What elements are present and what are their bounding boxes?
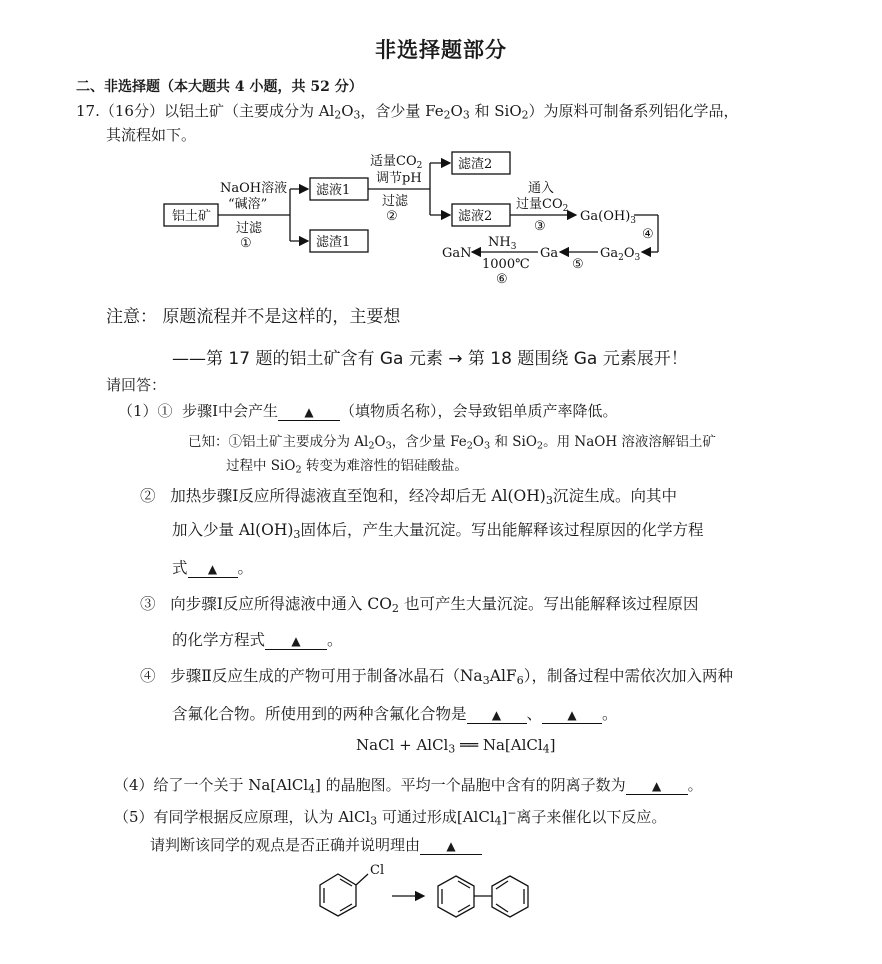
part2-line2: 加入少量 $Al(OH)_3$固体后，产生大量沉淀。写出能解释该过程原因的化学方程 xyxy=(172,521,704,541)
label-bauxite: 铝土矿 xyxy=(172,209,212,224)
triangle-icon: ▲ xyxy=(652,779,662,793)
part3-line1: ③ 向步骤Ⅰ反应所得滤液中通入 $CO_2$ 也可产生大量沉淀。写出能解释该过程原因 xyxy=(140,595,699,615)
triangle-icon: ▲ xyxy=(207,562,218,576)
part-4-line: （4）给了一个关于 Na[AlCl$_4$] 的晶胞图。平均一个晶胞中含有的阴离子数为 ▲ 。 xyxy=(114,776,703,796)
triangle-icon: ▲ xyxy=(567,708,577,722)
label-step4: ④ xyxy=(642,227,654,242)
answer-blank[interactable] xyxy=(626,778,688,795)
label-step5: ⑤ xyxy=(572,257,584,272)
answer-blank[interactable] xyxy=(265,633,327,650)
label-adjust-ph: 调节pH xyxy=(376,171,422,186)
label-residue2: 滤渣2 xyxy=(458,157,493,172)
answer-blank-2[interactable] xyxy=(542,707,602,724)
label-step1: ① xyxy=(240,236,252,251)
label-pass-in: 通入 xyxy=(528,181,555,196)
label-alkali: “碱溶” xyxy=(228,197,268,212)
chlorobenzene-ring xyxy=(320,874,356,916)
part2-line3: 式 ▲ 。 xyxy=(172,559,254,577)
label-filtrate1: 滤液1 xyxy=(316,183,351,198)
label-excess-co2: 过量$CO_2$ xyxy=(516,197,569,214)
reaction-scheme xyxy=(300,858,570,928)
triangle-icon: ▲ xyxy=(304,405,314,419)
q17-line1: 17.（16分）以铝土矿（主要成分为 $Al_2O_3$，含少量 $Fe_2O_3$ 和 SiO$_2$）为原料可制备系列铝化学品， xyxy=(76,102,739,122)
page-title: 非选择题部分 xyxy=(375,38,507,62)
q17-line2: 其流程如下。 xyxy=(106,126,197,144)
label-nh3: $NH_3$ xyxy=(488,235,517,252)
section-heading: 二、非选择题（本大题共 4 小题，共 52 分） xyxy=(76,79,363,95)
known-line2: 过程中 SiO$_2$ 转变为难溶性的铝硅酸盐。 xyxy=(226,458,468,476)
arrow-icon: → xyxy=(448,349,463,369)
part1-line: （1）① 步骤Ⅰ中会产生 ▲ （填物质名称），会导致铝单质产率降低。 xyxy=(118,402,618,420)
part-5-line1: （5）有同学根据反应原理，认为 AlCl$_3$ 可通过形成[AlCl$_4$]−离子来催化以下反应。 xyxy=(114,806,667,828)
answer-blank-1[interactable] xyxy=(467,707,527,724)
answer-blank[interactable] xyxy=(278,404,340,421)
label-residue1: 滤渣1 xyxy=(316,235,351,250)
process-flowchart xyxy=(150,150,670,290)
part3-line2: 的化学方程式 ▲ 。 xyxy=(172,631,343,649)
answer-blank[interactable] xyxy=(188,561,238,578)
label-gaoh3: $Ga(OH)_3$ xyxy=(580,209,637,226)
chlorine-label: Cl xyxy=(370,863,385,878)
note-line1: 注意： 原题流程并不是这样的，主要想 xyxy=(106,307,401,327)
biphenyl-ring-right xyxy=(492,876,528,917)
label-gan: GaN xyxy=(442,246,472,261)
label-ga: Ga xyxy=(540,246,559,261)
part-5-line2: 请判断该同学的观点是否正确并说明理由 ▲ xyxy=(150,834,482,855)
answer-blank[interactable] xyxy=(420,838,482,855)
part4-line1: ④ 步骤Ⅱ反应生成的产物可用于制备冰晶石$(Na_3AlF_6)$，制备过程中需依次加入两种 xyxy=(140,667,734,687)
label-temp: 1000℃ xyxy=(482,257,530,272)
label-co2-amount: 适量$CO_2$ xyxy=(370,154,423,171)
triangle-icon: ▲ xyxy=(291,634,301,648)
triangle-icon: ▲ xyxy=(491,708,502,722)
label-step3: ③ xyxy=(534,219,546,234)
label-filter1: 过滤 xyxy=(236,221,263,236)
ask-label: 请回答： xyxy=(106,376,167,394)
note-line2: ——第 17 题的铝土矿含有 Ga 元素 → 第 18 题围绕 Ga 元素展开！ xyxy=(172,349,688,369)
triangle-icon: ▲ xyxy=(446,839,456,853)
part4-line2: 含氟化合物。所使用到的两种含氟化合物是 ▲ 、 ▲ 。 xyxy=(172,705,618,723)
label-step2: ② xyxy=(386,209,398,224)
known-line1: 已知：①铝土矿主要成分为 $Al_2O_3$，含少量 $Fe_2O_3$ 和 SiO$_2$。用 NaOH 溶液溶解铝土矿 xyxy=(188,434,716,452)
label-ga2o3: $Ga_2O_3$ xyxy=(600,246,641,263)
equation: NaCl + AlCl$_3$ ══ Na[AlCl$_4$] xyxy=(356,736,556,756)
label-filter2: 过滤 xyxy=(382,194,409,209)
biphenyl-ring-left xyxy=(438,876,474,917)
label-naoh: NaOH溶液 xyxy=(220,181,288,196)
label-step6: ⑥ xyxy=(496,272,508,287)
part2-line1: ② 加热步骤Ⅰ反应所得滤液直至饱和，经冷却后无 $Al(OH)_3$沉淀生成。向其中 xyxy=(140,487,677,507)
label-filtrate2: 滤液2 xyxy=(458,209,493,224)
